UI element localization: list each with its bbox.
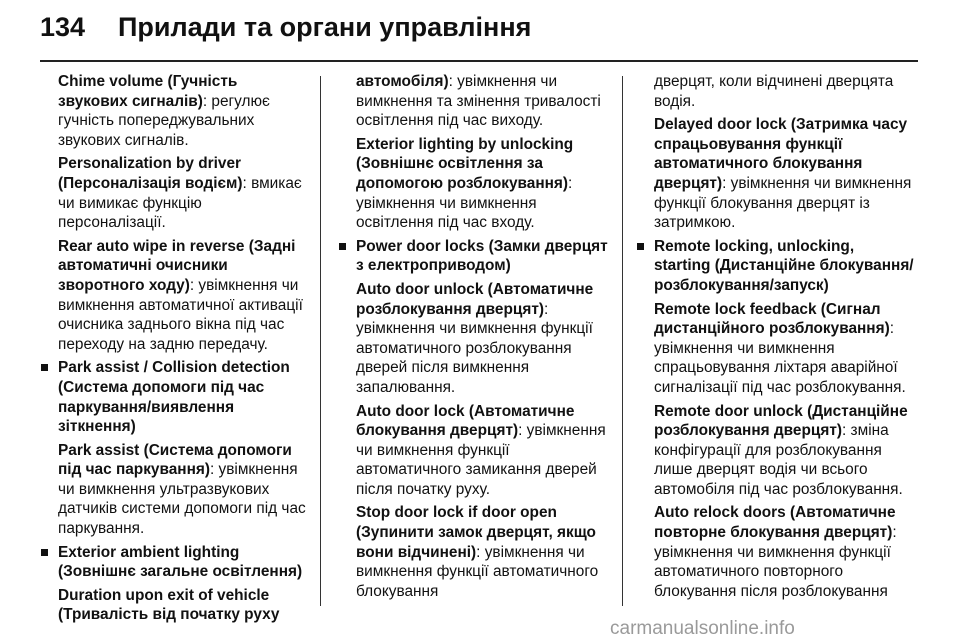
term: Park assist (Система допомоги під час паркування) [58, 441, 292, 479]
description: : увімкнення чи вимкнення функції автоматичного замикання дверей після початку руху. [356, 422, 606, 498]
column-divider-2 [622, 76, 623, 606]
term: Auto relock doors (Автоматичне повторне блокування дверцят) [654, 504, 896, 542]
watermark-text: carmanualsonline.info [610, 618, 795, 639]
description: : увімкнення чи вимкнення функції автоматичного повторного блокування після розблокування [654, 524, 897, 600]
column-divider-1 [320, 76, 321, 606]
term: Delayed door lock (Затримка часу спрацьовування функції автоматичного блокування дверцят) [654, 116, 908, 192]
paragraph [40, 586, 308, 625]
description: : увімкнення чи вимкнення та змінення тривалості освітлення під час виходу. [356, 73, 601, 130]
bullet-square-icon [41, 549, 48, 556]
description: : увімкнення чи вимкнення ультразвукових датчиків системи допомоги під час паркування. [58, 461, 306, 538]
paragraph [40, 237, 308, 355]
page-title: Прилади та органи управління [118, 12, 532, 42]
description: : увімкнення чи вимкнення спрацьовування ліхтаря аварійної сигналізації під час розблокування. [654, 320, 906, 396]
bullet-square-icon [41, 364, 48, 371]
section-heading: Power door locks (Замки дверцят з електроприводом) [356, 237, 608, 275]
term: Exterior lighting by unlocking (Зовнішнє освітлення за допомогою розблокування) [356, 135, 574, 192]
term: Personalization by driver (Персоналізація водієм) [58, 155, 243, 192]
description: : зміна конфігурації для розблокування лише дверцят водія чи всього автомобіля під час розблокування. [654, 422, 903, 498]
paragraph [338, 402, 608, 500]
paragraph [636, 300, 914, 398]
paragraph [338, 72, 608, 131]
term: Remote door unlock (Дистанційне розблокування дверцят) [654, 402, 908, 440]
section-heading: Exterior ambient lighting (Зовнішнє загальне освітлення) [58, 543, 303, 581]
description: : увімкнення чи вимкнення функції автоматичного блокування [356, 543, 599, 600]
bullet-square-icon [637, 243, 644, 250]
paragraph [338, 135, 608, 233]
term: Auto door unlock (Автоматичне розблокування дверцят) [356, 280, 594, 318]
section-heading: Park assist / Collision detection (Система допомоги під час паркування/виявлення зіткнення) [58, 359, 290, 436]
bullet-item [40, 543, 308, 582]
paragraph [40, 154, 308, 232]
paragraph [338, 280, 608, 398]
term: автомобіля) [356, 73, 449, 90]
paragraph [636, 72, 914, 111]
paragraph [40, 441, 308, 539]
description: дверцят, коли відчинені дверцята водія. [654, 73, 894, 110]
description: : увімкнення чи вимкнення автоматичної активації очисника заднього вікна під час переходу на задню передачу. [58, 276, 303, 353]
paragraph [40, 72, 308, 150]
column-2 [338, 72, 608, 605]
description: : вмикає чи вимикає функцію персоналізації. [58, 174, 302, 232]
paragraph [636, 402, 914, 500]
column-1 [40, 72, 308, 629]
term: Chime volume (Гучність звукових сигналів) [58, 73, 238, 110]
description: : регулює гучність попереджувальних звукових сигналів. [58, 92, 270, 149]
paragraph [636, 115, 914, 233]
term: Remote lock feedback (Сигнал дистанційного розблокування) [654, 300, 890, 338]
header-divider [40, 60, 918, 62]
bullet-item [40, 358, 308, 436]
description: : увімкнення чи вимкнення функції блокування дверцят із затримкою. [654, 174, 912, 232]
term: Duration upon exit of vehicle (Тривалість від початку руху [58, 586, 280, 624]
page-number: 134 [40, 12, 86, 42]
section-heading: Remote locking, unlocking, starting (Дистанційне блокування/розблокування/запуск) [654, 237, 914, 294]
description: : увімкнення чи вимкнення освітлення під час входу. [356, 174, 573, 232]
paragraph [338, 503, 608, 601]
term: Rear auto wipe in reverse (Задні автоматичні очисники зворотного ходу) [58, 237, 296, 294]
description: : увімкнення чи вимкнення функції автоматичного розблокування дверей після вимкнення запалювання. [356, 300, 593, 396]
paragraph [636, 503, 914, 601]
bullet-item [338, 237, 608, 276]
page-header [0, 0, 960, 62]
bullet-square-icon [339, 243, 346, 250]
bullet-item [636, 237, 914, 296]
term: Auto door lock (Автоматичне блокування дверцят) [356, 402, 575, 440]
term: Stop door lock if door open (Зупинити замок дверцят, якщо вони відчинені) [356, 504, 596, 561]
column-3 [636, 72, 914, 605]
